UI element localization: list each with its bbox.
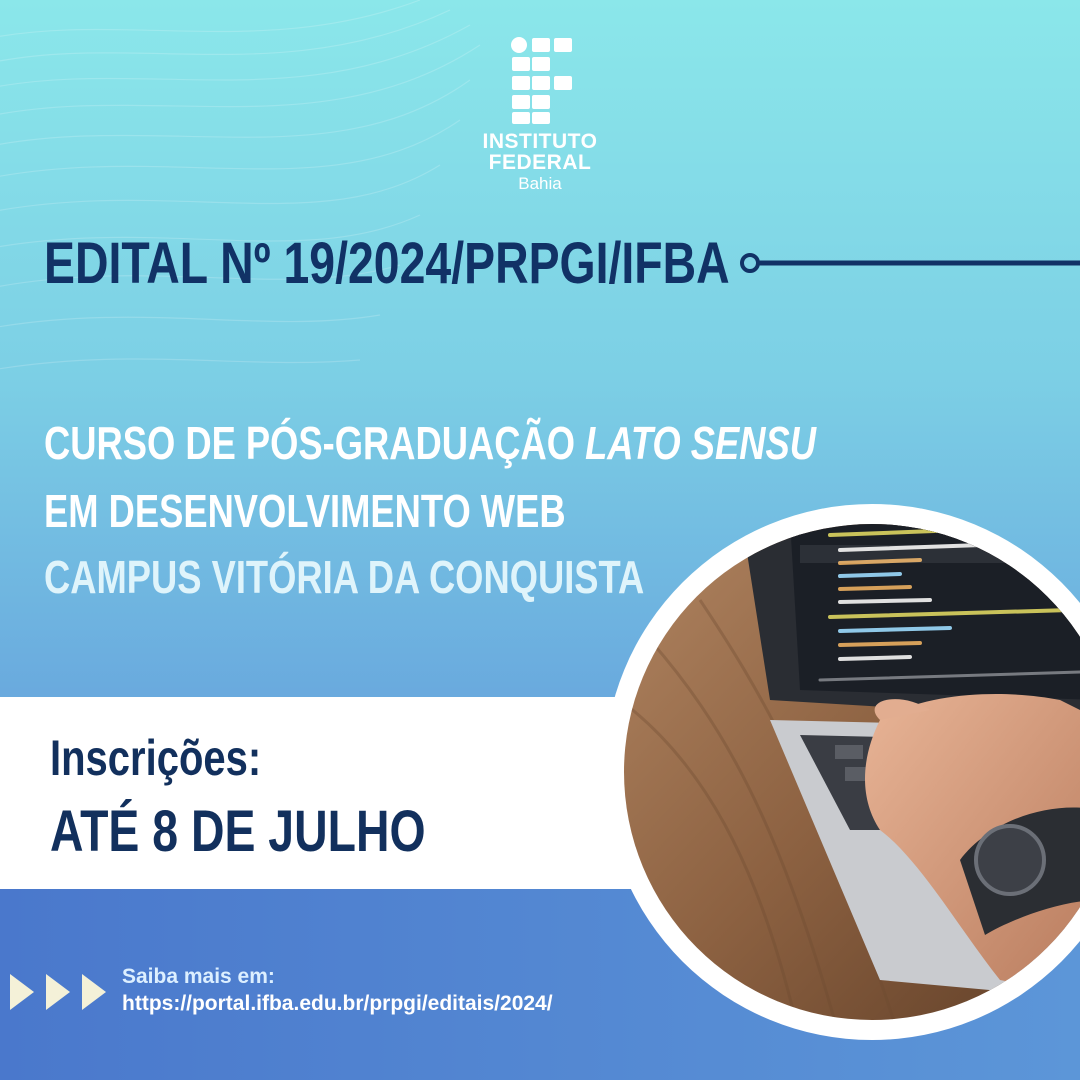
registration-label: Inscrições:: [50, 730, 262, 786]
course-line-2: EM DESENVOLVIMENTO WEB: [44, 485, 566, 537]
registration-deadline: ATÉ 8 DE JULHO: [50, 799, 426, 864]
logo-text-federal: FEDERAL: [488, 151, 592, 174]
triple-arrow-icon: [8, 972, 112, 1012]
more-info-url[interactable]: https://portal.ifba.edu.br/prpgi/editais/2024/: [122, 992, 553, 1015]
more-info-label: Saiba mais em:: [122, 965, 275, 988]
edital-title: EDITAL Nº 19/2024/PRPGI/IFBA: [44, 231, 730, 296]
logo-text-bahia: Bahia: [518, 174, 562, 193]
course-line-1-prefix: CURSO DE PÓS-GRADUAÇÃO: [44, 417, 586, 469]
ifba-logo-mark-icon: [510, 36, 574, 124]
campus-name: CAMPUS VITÓRIA DA CONQUISTA: [44, 551, 645, 603]
course-line-1-italic: LATO SENSU: [585, 417, 816, 469]
course-line-1: [44, 418, 816, 468]
logo-text-instituto: INSTITUTO: [482, 130, 598, 153]
